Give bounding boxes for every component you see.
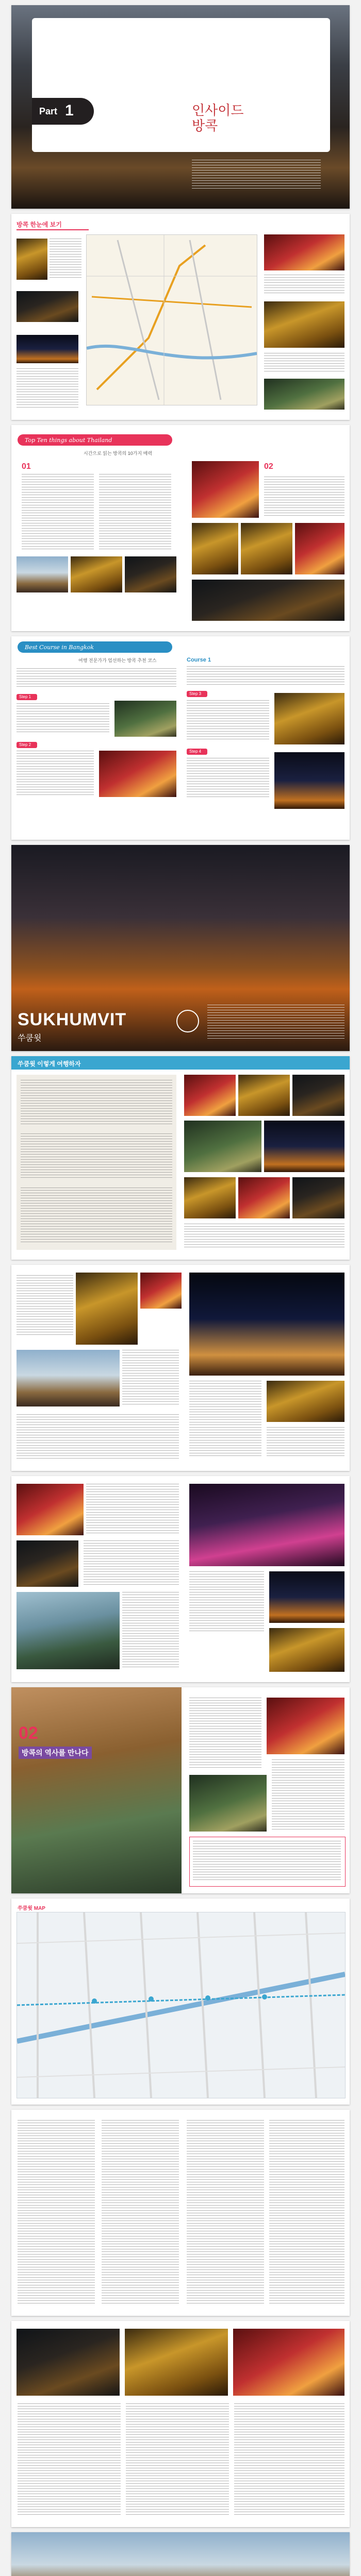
index-text-2 [126,2403,229,2517]
temple-roof-photo [140,1273,182,1309]
step4-text [187,758,269,799]
guide-text-3 [21,1188,172,1244]
step3-text [187,700,269,741]
bangkok-map [86,234,257,405]
temples-page [11,1265,350,1471]
step1-label: Step 1 [19,694,31,699]
part-badge [32,98,94,125]
course-title: Course 1 [187,657,211,663]
index-text-1 [18,2403,121,2517]
course-text [187,666,344,687]
overview-text-4 [264,353,344,374]
index-photo-2 [125,2329,228,2396]
heading-rule [17,229,89,230]
guide-text-1 [21,1080,172,1126]
sukhumvit-opener-page [11,845,350,1051]
step4-badge [187,749,207,755]
club-photo [292,1177,344,1218]
statues-photo [192,580,344,621]
restaurant-photo [184,1075,236,1116]
overview-text-3 [264,275,344,295]
timeline-text-1 [22,474,94,551]
map-heading: 쑤쿰윗 MAP [18,1906,45,1911]
wat-arun-night-photo [189,1273,344,1376]
banner-text: Top Ten things about Thailand [25,437,112,444]
mall-photo [264,1121,344,1172]
title-line2: 방콕 [192,118,218,134]
step3-label: Step 3 [189,691,202,696]
timeline-text-3 [264,477,344,518]
boat-vendor-photo [189,1775,267,1832]
step1-badge [17,694,37,700]
item-number-01: 01 [22,462,31,471]
course-intro-text [17,668,176,689]
section-title: 방콕의 역사를 만나다 [19,1747,92,1759]
boat-photo [17,1592,120,1669]
people-photo-2 [71,556,122,592]
riverside-photo [269,1571,344,1623]
map-roads [87,235,257,405]
course-banner-text: Best Course in Bangkok [25,644,94,651]
canal-photo [267,1698,344,1754]
timeline-text-2 [99,474,171,551]
index-photo-3 [233,2329,344,2396]
night-text-4 [189,1571,264,1633]
people-photo-1 [17,556,68,592]
spa-photo [184,1177,236,1218]
reclining-buddha-photo [267,1381,344,1422]
part-label: Part [39,106,58,116]
market-stall-photo [17,1484,84,1535]
timeline-banner [18,434,172,446]
closing-photo [11,2532,350,2576]
market-photo [264,379,344,410]
skyline-photo [17,291,78,322]
closing-page [11,2532,350,2576]
step2-badge [17,742,37,748]
shrine-photo [295,523,344,574]
part-title [192,103,243,134]
intro-text [192,160,321,191]
travel-guide-page [11,1056,350,1260]
part-opener-page [11,5,350,209]
phra-text-3 [193,1841,341,1882]
buddha-photo [264,301,344,348]
golden-chedi-photo [76,1273,138,1345]
listing-page [11,2110,350,2316]
sukhumvit-title-kr: 쑤쿰윗 [18,1034,42,1043]
phra-text-2 [272,1759,344,1832]
guide-caption [184,1224,344,1249]
phranakhon-page [11,1687,350,1893]
golden-buddha-photo [241,523,292,574]
step4-label: Step 4 [189,749,202,754]
neon-bridge-photo [189,1484,344,1566]
listing-col-2 [102,2120,179,2306]
step4-photo [274,752,344,809]
nightlife-page [11,1476,350,1682]
sukhumvit-title-en: SUKHUMVIT [18,1010,127,1029]
temple-text-5 [267,1427,344,1458]
night-text-3 [122,1592,179,1669]
bar-photo [292,1075,344,1116]
section-header-bar [11,1056,350,1070]
listing-col-1 [18,2120,95,2306]
listing-col-3 [187,2120,264,2306]
dish-photo [238,1075,290,1116]
temple-photo [17,239,47,280]
step1-photo [114,701,176,737]
shop-photo [238,1177,290,1218]
people-photo-3 [125,556,176,592]
item-number-02: 02 [264,462,273,471]
step2-text [17,751,94,797]
street-photo [184,1121,261,1172]
monk-photo [192,523,238,574]
phra-text-1 [189,1698,261,1770]
floating-market-photo [11,1687,182,1893]
thai-art-photo [192,461,259,518]
temple-text-2 [122,1350,179,1406]
sukhumvit-logo-icon [176,1010,199,1032]
night-market-photo [17,335,78,363]
section-number: 02 [19,1723,38,1743]
part-number: 1 [65,102,74,119]
listing-col-4 [269,2120,344,2306]
section-heading: 쑤쿰윗 이렇게 여행하자 [18,1060,81,1067]
guide-text-2 [21,1133,172,1180]
step2-label: Step 2 [19,742,31,747]
timeline-subtitle: 시간으로 읽는 방콕의 10가지 매력 [84,451,153,456]
title-line1: 인사이드 [192,103,244,118]
overview-heading: 방콕 한눈에 보기 [17,221,62,228]
opener-text [207,1005,344,1041]
step3-photo [274,693,344,744]
timeline-page [11,425,350,631]
overview-text-1 [50,239,81,280]
overview-text-2 [17,368,78,410]
temple-text-3 [17,1414,179,1461]
step3-badge [187,691,207,697]
night-text-2 [84,1540,179,1587]
map-streets [17,1912,345,2098]
step1-text [17,703,109,734]
index-text-3 [234,2403,344,2517]
course-subtitle: 여행 전문가가 엄선하는 방콕 추천 코스 [78,658,157,663]
map-page [11,1899,350,2105]
overview-page [11,214,350,420]
palace-photo [264,234,344,270]
night-text-1 [86,1484,179,1535]
prang-photo [17,1350,120,1406]
sukhumvit-map [17,1912,346,2098]
temple-text-4 [189,1381,261,1458]
lantern-photo [269,1628,344,1672]
step2-photo [99,751,176,797]
course-banner [18,641,172,653]
title-panel [32,18,330,152]
tuk-tuk-photo [17,1540,78,1587]
index-photo-1 [17,2329,120,2396]
course-page [11,636,350,840]
temple-text-1 [17,1275,73,1337]
index-page [11,2321,350,2527]
